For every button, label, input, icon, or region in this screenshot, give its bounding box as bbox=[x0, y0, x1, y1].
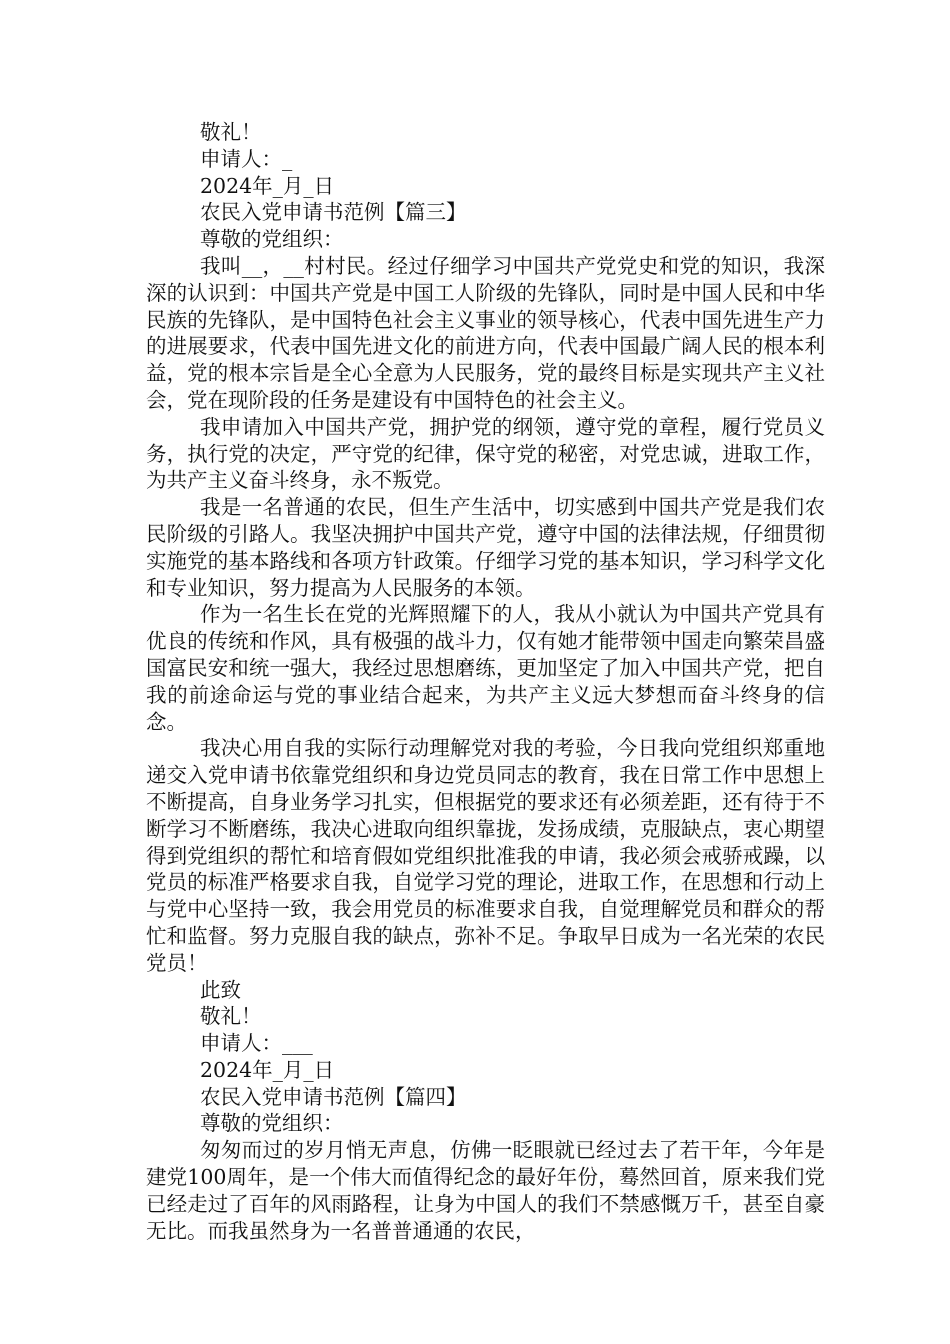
body-paragraph: 我是一名普通的农民，但生产生活中，切实感到中国共产党是我们农民阶级的引路人。我坚决拥护中国共产党，遵守中国的法律法规，仔细贯彻实施党的基本路线和各项方针政策。仔细学习党的基本知识，学习科学文化和专业知识，努力提高为人民服务的本领。 bbox=[146, 495, 825, 600]
applicant-line: 申请人：_ bbox=[200, 146, 293, 171]
closing-line: 敬礼！ bbox=[200, 1004, 262, 1029]
body-paragraph: 我申请加入中国共产党，拥护党的纲领，遵守党的章程，履行党员义务，执行党的决定，严守党的纪律，保守党的秘密，对党忠诚，进取工作，为共产主义奋斗终身，永不叛党。 bbox=[146, 414, 825, 493]
applicant-line: 申请人：___ bbox=[200, 1031, 313, 1056]
body-paragraph: 作为一名生长在党的光辉照耀下的人，我从小就认为中国共产党具有优良的传统和作风，具有极强的战斗力，仅有她才能带领中国走向繁荣昌盛国富民安和统一强大，我经过思想磨练，更加坚定了加入中国共产党，把自我的前途命运与党的事业结合起来，为共产主义远大梦想而奋斗终身的信念。 bbox=[146, 602, 825, 734]
section-heading: 农民入党申请书范例【篇三】 bbox=[200, 200, 467, 225]
body-paragraph: 匆匆而过的岁月悄无声息，仿佛一眨眼就已经过去了若干年，今年是建党100周年，是一个伟大而值得纪念的最好年份，蓦然回首，原来我们党已经走过了百年的风雨路程，让身为中国人的我们不禁感慨万千，甚至自豪无比。而我虽然身为一名普普通通的农民， bbox=[146, 1138, 825, 1243]
closing-line: 敬礼！ bbox=[200, 120, 262, 144]
salutation: 尊敬的党组织： bbox=[200, 1111, 344, 1136]
body-paragraph: 我叫__，__村村民。经过仔细学习中国共产党党史和党的知识，我深深的认识到：中国共产党是中国工人阶级的先锋队，同时是中国人民和中华民族的先锋队，是中国特色社会主义事业的领导核心，代表中国先进生产力的进展要求，代表中国先进文化的前进方向，代表中国最广阔人民的根本利益，党的根本宗旨是全心全意为人民服务，党的最终目标是实现共产主义社会，党在现阶段的任务是建设有中国特色的社会主义。 bbox=[146, 253, 825, 412]
salutation: 尊敬的党组织： bbox=[200, 227, 344, 252]
body-paragraph: 我决心用自我的实际行动理解党对我的考验，今日我向党组织郑重地递交入党申请书依靠党组织和身边党员同志的教育，我在日常工作中思想上不断提高，自身业务学习扎实，但根据党的要求还有必须差距，还有待于不断学习不断磨练，我决心进取向组织靠拢，发扬成绩，克服缺点，衷心期望得到党组织的帮忙和培育假如党组织批准我的申请，我必须会戒骄戒躁，以党员的标准严格要求自我，自觉学习党的理论，进取工作，在思想和行动上与党中心坚持一致，我会用党员的标准要求自我，自觉理解党员和群众的帮忙和监督。努力克服自我的缺点，弥补不足。争取早日成为一名光荣的农民党员！ bbox=[146, 736, 825, 975]
date-line: 2024年_月_日 bbox=[200, 173, 335, 198]
closing-line: 此致 bbox=[200, 977, 241, 1002]
section-heading: 农民入党申请书范例【篇四】 bbox=[200, 1084, 467, 1109]
date-line: 2024年_月_日 bbox=[200, 1057, 335, 1082]
